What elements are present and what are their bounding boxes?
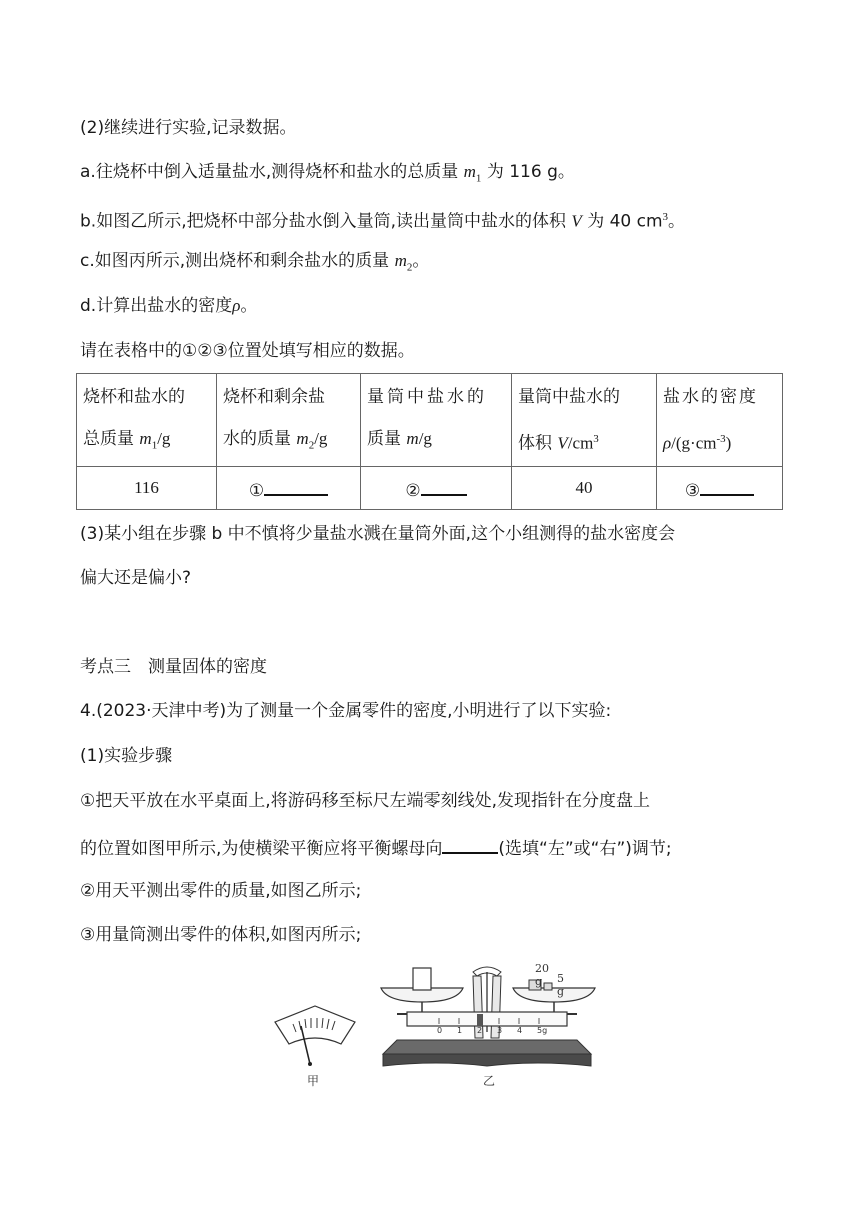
header-sub: 1 (151, 439, 158, 452)
part3-line2 (80, 566, 191, 590)
answer-blank-1[interactable] (264, 476, 328, 496)
section-title (80, 655, 267, 679)
header-unit: /g (314, 429, 328, 448)
beam-tick-label: 0 (437, 1026, 443, 1035)
header-var: ρ (663, 433, 672, 453)
step-a-text: a.往烧杯中倒入适量盐水,测得烧杯和盐水的总质量 (80, 162, 464, 182)
step-d-text: d.计算出盐水的密度 (80, 296, 233, 316)
step-d-var: ρ (232, 296, 241, 315)
table-instruction (80, 339, 415, 363)
beam-tick-label: 5g (537, 1026, 548, 1035)
beam (407, 1012, 567, 1026)
header-cell-cylinder-mass (361, 374, 512, 467)
header-unit-end: ) (725, 433, 732, 453)
header-cell-cylinder-volume (512, 374, 657, 467)
step-a-sub: 1 (475, 172, 482, 185)
header-unit: /g (157, 429, 171, 448)
step-d (80, 294, 257, 318)
value-cell-density (657, 467, 783, 510)
step-b-var: V (571, 211, 582, 231)
step-b-text: b.如图乙所示,把烧杯中部分盐水倒入量筒,读出量筒中盐水的体积 (80, 211, 572, 232)
header-var: V (557, 433, 568, 453)
step-c-var: m (394, 251, 407, 270)
weight-20g-label: 20 g (535, 962, 549, 988)
header-line1: 烧杯和剩余盐 (223, 387, 325, 407)
data-table (76, 373, 783, 510)
beam-tick-label: 4 (517, 1026, 523, 1035)
q4-steps-heading (80, 744, 172, 768)
value-cell-cylinder-volume (512, 467, 657, 510)
base-front (383, 1054, 591, 1066)
header-var: m (406, 429, 419, 448)
header-line1: 量筒中盐水的 (367, 387, 487, 407)
step-a (80, 160, 575, 190)
part2-heading-text: (2)继续进行实验,记录数据。 (80, 118, 297, 138)
value-cell-total-mass (77, 467, 217, 510)
q4-step1-line2-pre: 的位置如图甲所示,为使横梁平衡应将平衡螺母向 (80, 839, 443, 859)
answer-blank-2[interactable] (421, 476, 467, 496)
step-c-post: 。 (412, 251, 430, 271)
answer-blank-3[interactable] (700, 476, 754, 496)
header-cell-total-mass (77, 374, 217, 467)
step-a-post: 为 116 g。 (481, 162, 575, 182)
blank-marker-2: ② (405, 480, 421, 500)
metal-part (413, 968, 431, 990)
header-sub: 2 (308, 439, 315, 452)
header-unit: /(g·cm (671, 433, 717, 453)
table-value-row (77, 467, 783, 510)
base-top (383, 1040, 591, 1054)
value-cell-cylinder-mass (361, 467, 512, 510)
header-unit: /cm (567, 433, 594, 453)
q4-steps-heading-text: (1)实验步骤 (80, 746, 173, 766)
part2-heading (80, 116, 296, 140)
part3-line1-text: (3)某小组在步骤 b 中不慎将少量盐水溅在量筒外面,这个小组测得的盐水密度会 (80, 524, 676, 544)
part3-line2-text: 偏大还是偏小? (80, 568, 192, 588)
header-line2: 质量 (367, 429, 407, 449)
header-line2: 总质量 (83, 429, 140, 449)
step-b (80, 205, 685, 234)
value-cell-remaining-mass (217, 467, 361, 510)
header-line1: 盐水的密度 (663, 387, 758, 407)
step-d-post: 。 (240, 296, 258, 316)
step-c (80, 249, 429, 279)
table-instruction-text: 请在表格中的①②③位置处填写相应的数据。 (80, 341, 415, 361)
step-b-sup: 3 (662, 211, 669, 223)
weight-5g-label: 5 g (557, 972, 565, 998)
dial-pivot (308, 1062, 312, 1066)
header-var: m (139, 429, 152, 448)
step-b-post: 为 40 cm (581, 211, 663, 232)
beam-tick-label: 1 (457, 1026, 463, 1035)
section-title-text: 考点三 测量固体的密度 (80, 657, 267, 677)
step-b-end: 。 (668, 211, 686, 232)
value-cylinder-volume: 40 (575, 478, 593, 498)
q4-step2-text: ②用天平测出零件的质量,如图乙所示; (80, 881, 362, 901)
q4-step1-line2 (80, 834, 672, 861)
right-pan (513, 988, 595, 1002)
header-sup: -3 (716, 433, 726, 445)
answer-blank-direction[interactable] (442, 834, 498, 854)
q4-step3 (80, 923, 361, 947)
table-header-row (77, 374, 783, 467)
step-c-sub: 2 (406, 261, 413, 274)
blank-marker-3: ③ (684, 480, 701, 500)
header-line2: 体积 (518, 433, 558, 454)
q4-step2 (80, 879, 361, 903)
step-a-var: m (463, 162, 476, 181)
rider (477, 1014, 483, 1026)
balance-figure (377, 962, 687, 1080)
q4-step1-line2-post: (选填“左”或“右”)调节; (498, 839, 672, 859)
header-unit: /g (418, 429, 432, 448)
q4-intro-text: 4.(2023·天津中考)为了测量一个金属零件的密度,小明进行了以下实验: (80, 701, 612, 721)
dial-scale-figure (265, 1002, 365, 1112)
figure-label-yi: 乙 (483, 1074, 496, 1088)
header-line1: 烧杯和盐水的 (83, 387, 185, 407)
figure-label-jia: 甲 (307, 1074, 320, 1088)
header-sup: 3 (593, 433, 599, 445)
value-total-mass: 116 (134, 478, 159, 498)
step-c-text: c.如图丙所示,测出烧杯和剩余盐水的质量 (80, 251, 395, 271)
q4-step1-line1-text: ①把天平放在水平桌面上,将游码移至标尺左端零刻线处,发现指针在分度盘上 (80, 791, 651, 811)
q4-step3-text: ③用量筒测出零件的体积,如图丙所示; (80, 925, 362, 945)
part3-line1 (80, 522, 675, 546)
header-cell-density (657, 374, 783, 467)
blank-marker-1: ① (248, 480, 265, 500)
dial-plate (275, 1006, 355, 1044)
beam-tick-label: 3 (497, 1026, 503, 1035)
q4-intro (80, 699, 611, 723)
header-cell-remaining-mass (217, 374, 361, 467)
header-line1: 量筒中盐水的 (518, 387, 620, 407)
q4-step1-line1 (80, 789, 650, 813)
header-line2: 水的质量 (223, 429, 297, 449)
header-var: m (296, 429, 309, 448)
beam-tick-label: 2 (477, 1026, 483, 1035)
